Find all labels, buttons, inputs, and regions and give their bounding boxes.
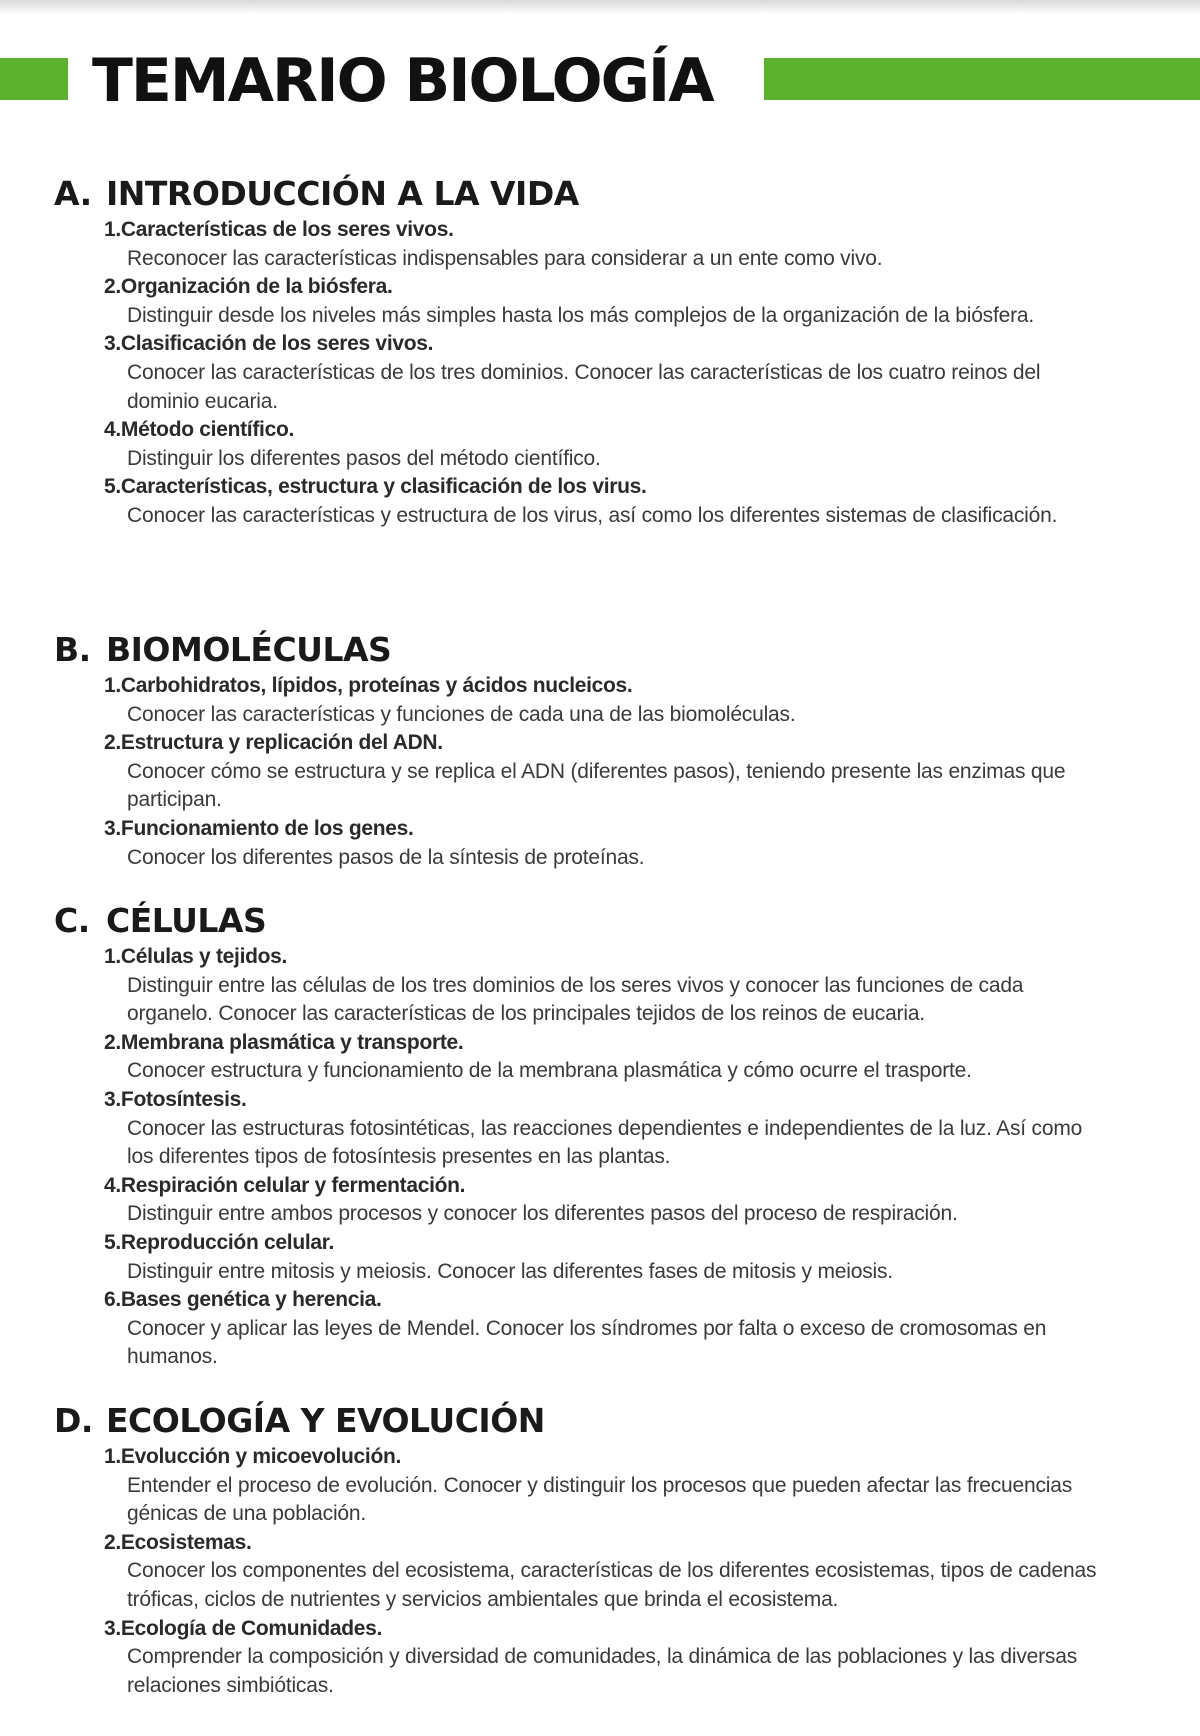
topic-item bbox=[0, 330, 1200, 416]
topic-title: 1.Evolucción y micoevolución. bbox=[104, 1445, 402, 1468]
topic-item bbox=[0, 1086, 1200, 1172]
topic-list bbox=[0, 1443, 1200, 1700]
topic-title: 5.Características, estructura y clasificación de los virus. bbox=[104, 475, 647, 499]
topic-description: Comprender la composición y diversidad de comunidades, la dinámica de las poblaciones y las diversas relaciones simbióticas. bbox=[127, 1645, 1078, 1697]
topic-item bbox=[0, 943, 1200, 1029]
section-letter: C. bbox=[54, 901, 90, 940]
topic-item bbox=[0, 273, 1200, 330]
topic-title: 3.Ecología de Comunidades. bbox=[104, 1616, 383, 1640]
topic-list bbox=[0, 216, 1200, 531]
topic-description: Distinguir entre mitosis y meiosis. Conocer las diferentes fases de mitosis y meiosis. bbox=[127, 1259, 893, 1283]
section-heading bbox=[0, 1399, 1200, 1443]
section-heading bbox=[0, 899, 1200, 943]
topic-description: Conocer las características y funciones de cada una de las biomoléculas. bbox=[127, 702, 796, 726]
section-celulas bbox=[0, 899, 1200, 1372]
topic-description: Reconocer las características indispensables para considerar a un ente como vivo. bbox=[127, 246, 883, 270]
topic-title: 2.Membrana plasmática y transporte. bbox=[104, 1030, 464, 1054]
topic-description: Distinguir entre las células de los tres dominios de los seres vivos y conocer las funciones de cada organelo. Conocer las características de los principales tejidos de los reinos de eucaria. bbox=[127, 973, 1024, 1026]
topic-item bbox=[0, 473, 1200, 530]
topic-title: 4.Respiración celular y fermentación. bbox=[104, 1173, 466, 1197]
title-accent-bar-left bbox=[0, 58, 68, 100]
topic-item bbox=[0, 672, 1200, 729]
section-biomoleculas bbox=[0, 628, 1200, 872]
topic-item bbox=[0, 815, 1200, 872]
document-header bbox=[0, 42, 1200, 122]
topic-description: Conocer las estructuras fotosintéticas, las reacciones dependientes e independientes de la luz. Así como los diferentes tipos de fotosíntesis presentes en las plantas. bbox=[127, 1116, 1083, 1169]
page-top-edge bbox=[0, 0, 1200, 14]
topic-item bbox=[0, 1529, 1200, 1615]
topic-item bbox=[0, 1029, 1200, 1086]
topic-title: 3.Clasificación de los seres vivos. bbox=[104, 332, 434, 356]
topic-item bbox=[0, 416, 1200, 473]
topic-item bbox=[0, 1615, 1200, 1701]
topic-item bbox=[0, 1443, 1200, 1529]
topic-title: 2.Organización de la biósfera. bbox=[104, 275, 393, 299]
topic-list bbox=[0, 943, 1200, 1372]
section-letter: D. bbox=[54, 1401, 93, 1440]
topic-description: Conocer los diferentes pasos de la síntesis de proteínas. bbox=[127, 845, 645, 869]
topic-description: Entender el proceso de evolución. Conocer y distinguir los procesos que pueden afectar las frecuencias génicas de una población. bbox=[127, 1473, 1073, 1526]
topic-title: 3.Funcionamiento de los genes. bbox=[104, 816, 414, 840]
section-title: CÉLULAS bbox=[106, 901, 267, 940]
section-title: BIOMOLÉCULAS bbox=[106, 630, 392, 669]
section-letter: B. bbox=[54, 630, 91, 669]
topic-title: 3.Fotosíntesis. bbox=[104, 1087, 247, 1111]
topic-description: Conocer y aplicar las leyes de Mendel. Conocer los síndromes por falta o exceso de cromosomas en humanos. bbox=[127, 1316, 1047, 1369]
topic-title: 2.Ecosistemas. bbox=[104, 1530, 252, 1554]
topic-description: Conocer los componentes del ecosistema, características de los diferentes ecosistemas, tipos de cadenas tróficas, ciclos de nutrientes y servicios ambientales que brinda el ecosistema. bbox=[127, 1559, 1097, 1611]
topic-description: Distinguir desde los niveles más simples hasta los más complejos de la organización de la biósfera. bbox=[127, 303, 1034, 327]
section-letter: A. bbox=[54, 174, 92, 213]
topic-description: Conocer las características y estructura de los virus, así como los diferentes sistemas de clasificación. bbox=[127, 503, 1058, 527]
section-heading bbox=[0, 628, 1200, 672]
section-title: ECOLOGÍA Y EVOLUCIÓN bbox=[106, 1401, 545, 1440]
topic-list bbox=[0, 672, 1200, 872]
topic-item bbox=[0, 216, 1200, 273]
topic-description: Distinguir los diferentes pasos del método científico. bbox=[127, 446, 601, 470]
title-accent-bar-right bbox=[764, 58, 1200, 100]
topic-item bbox=[0, 1229, 1200, 1286]
section-introduccion-a-la-vida bbox=[0, 172, 1200, 531]
document-title: TEMARIO BIOLOGÍA bbox=[92, 46, 713, 116]
topic-title: 2.Estructura y replicación del ADN. bbox=[104, 731, 443, 755]
topic-description: Conocer estructura y funcionamiento de la membrana plasmática y cómo ocurre el trasporte. bbox=[127, 1059, 972, 1083]
topic-title: 1.Características de los seres vivos. bbox=[104, 218, 454, 241]
topic-title: 5.Reproducción celular. bbox=[104, 1230, 335, 1254]
topic-description: Conocer cómo se estructura y se replica el ADN (diferentes pasos), teniendo presente las enzimas que participan. bbox=[127, 759, 1066, 812]
topic-item bbox=[0, 1286, 1200, 1372]
topic-item bbox=[0, 1172, 1200, 1229]
topic-description: Distinguir entre ambos procesos y conocer los diferentes pasos del proceso de respiración. bbox=[127, 1202, 958, 1226]
topic-description: Conocer las características de los tres dominios. Conocer las características de los cuatro reinos del dominio eucaria. bbox=[127, 360, 1041, 413]
section-title: INTRODUCCIÓN A LA VIDA bbox=[106, 174, 579, 213]
section-ecologia-y-evolucion bbox=[0, 1399, 1200, 1700]
topic-title: 1.Carbohidratos, lípidos, proteínas y ácidos nucleicos. bbox=[104, 674, 633, 697]
topic-item bbox=[0, 729, 1200, 815]
topic-title: 6.Bases genética y herencia. bbox=[104, 1288, 382, 1312]
section-heading bbox=[0, 172, 1200, 216]
topic-title: 4.Método científico. bbox=[104, 418, 295, 442]
topic-title: 1.Células y tejidos. bbox=[104, 945, 288, 968]
